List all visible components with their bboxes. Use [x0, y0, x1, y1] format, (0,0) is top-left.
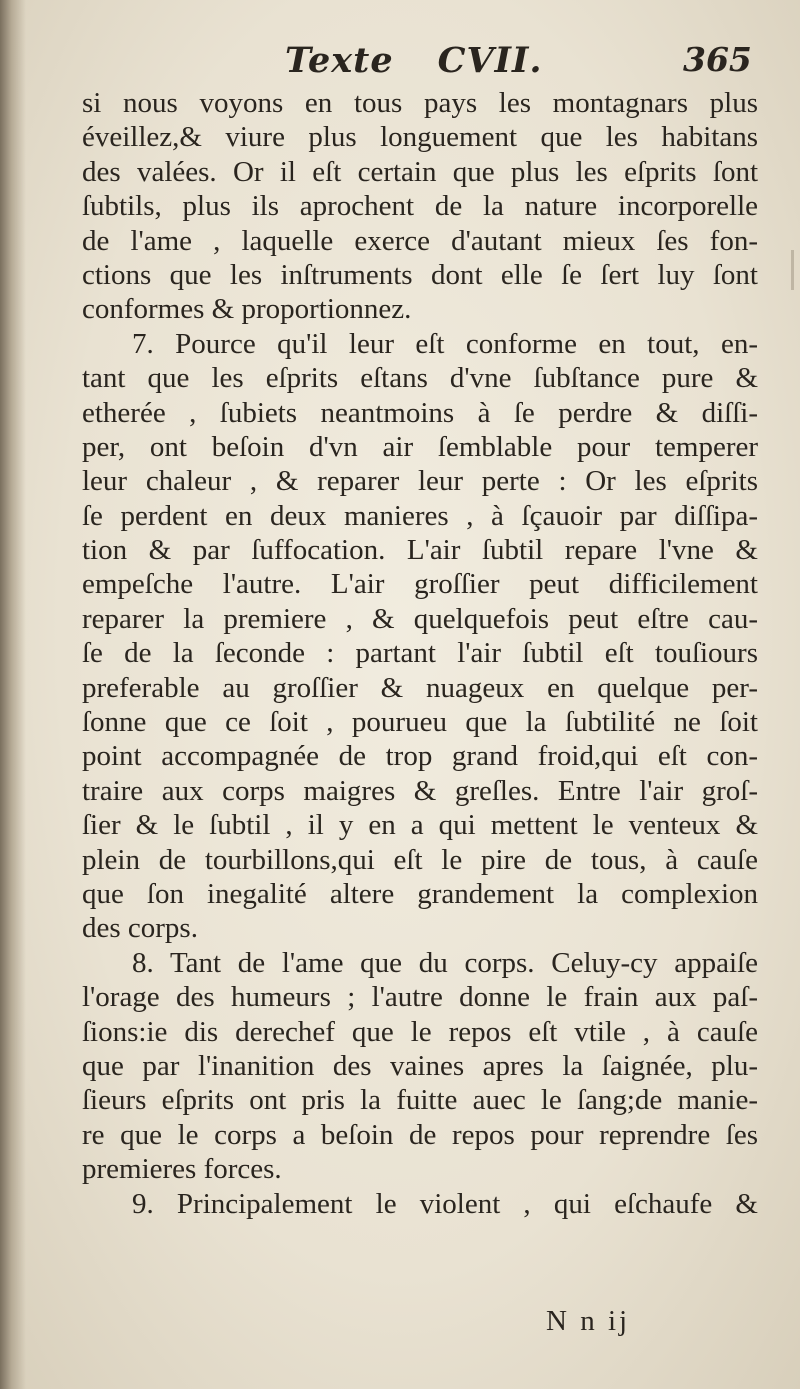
text-line: si nous voyons en tous pays les montagnars plus — [82, 87, 758, 119]
text-line: leur chaleur , & reparer leur perte : Or les eſprits — [82, 465, 758, 498]
text-line: l'orage des humeurs ; l'autre donne le frain aux paſ- — [82, 981, 758, 1014]
text-line: que ſon inegalité altere grandement la complexion — [82, 877, 758, 910]
text-line: 9. Principalement le violent , qui eſchaufe & — [132, 1187, 758, 1220]
text-line: re que le corps a beſoin de repos pour reprendre ſes — [82, 1118, 758, 1151]
text-line: de l'ame , laquelle exerce d'autant mieux ſes fon- — [82, 224, 758, 257]
text-line: traire aux corps maigres & greſles. Entre l'air groſ- — [82, 774, 758, 807]
page-gutter-shadow — [0, 0, 26, 1389]
text-line: que par l'inanition des vaines apres la ſaignée, plu- — [82, 1049, 758, 1082]
text-line: tion & par ſuffocation. L'air ſubtil repare l'vne & — [82, 534, 758, 567]
page-number: 365 — [683, 40, 752, 79]
signature-row — [0, 1305, 800, 1345]
text-line: ſe de la ſeconde : partant l'air ſubtil eſt touſiours — [82, 637, 758, 670]
text-line: plein de tourbillons,qui eſt le pire de tous, à cauſe — [82, 843, 758, 876]
text-line: point accompagnée de trop grand froid,qui eſt con- — [82, 740, 758, 773]
text-line: ſonne que ce ſoit , pourueu que la ſubtilité ne ſoit — [82, 706, 758, 739]
text-line: etherée , ſubiets neantmoins à ſe perdre & diſſi- — [82, 396, 758, 429]
text-line: per, ont beſoin d'vn air ſemblable pour temperer — [82, 430, 758, 463]
text-line: conformes & proportionnez. — [82, 293, 412, 326]
text-line: ctions que les inſtruments dont elle ſe ſert luy ſont — [82, 258, 758, 291]
body-text — [82, 86, 758, 1221]
text-line: ſubtils, plus ils aprochent de la nature incorporelle — [82, 190, 758, 223]
running-title — [285, 40, 543, 81]
page-edge-mark — [791, 250, 794, 290]
text-line: reparer la premiere , & quelquefois peut eſtre cau- — [82, 602, 758, 635]
text-line: ſions:ie dis derechef que le repos eſt vtile , à cauſe — [82, 1015, 758, 1048]
text-line: des valées. Or il eſt certain que plus les eſprits ſont — [82, 155, 758, 188]
text-line: 7. Pource qu'il leur eſt conforme en tout, en- — [132, 327, 758, 360]
text-line: ſieurs eſprits ont pris la fuitte auec le ſang;de manie- — [82, 1084, 758, 1117]
text-line: éveillez,& viure plus longuement que les habitans — [82, 121, 758, 154]
running-title-word-1: Texte — [285, 40, 394, 81]
text-line: ſe perdent en deux manieres , à ſçauoir par diſſipa- — [82, 499, 758, 532]
text-line: des corps. — [82, 912, 198, 945]
text-line: 8. Tant de l'ame que du corps. Celuy-cy appaiſe — [132, 946, 758, 979]
running-title-word-2: CVII. — [437, 40, 543, 81]
text-line: ſier & le ſubtil , il y en a qui mettent le venteux & — [82, 809, 758, 842]
text-line: premieres forces. — [82, 1153, 282, 1186]
text-line: tant que les eſprits eſtans d'vne ſubſtance pure & — [82, 362, 758, 395]
text-line: preferable au groſſier & nuageux en quelque per- — [82, 671, 758, 704]
signature-mark: N n ij — [546, 1305, 631, 1337]
text-line: empeſche l'autre. L'air groſſier peut difficilement — [82, 568, 758, 601]
